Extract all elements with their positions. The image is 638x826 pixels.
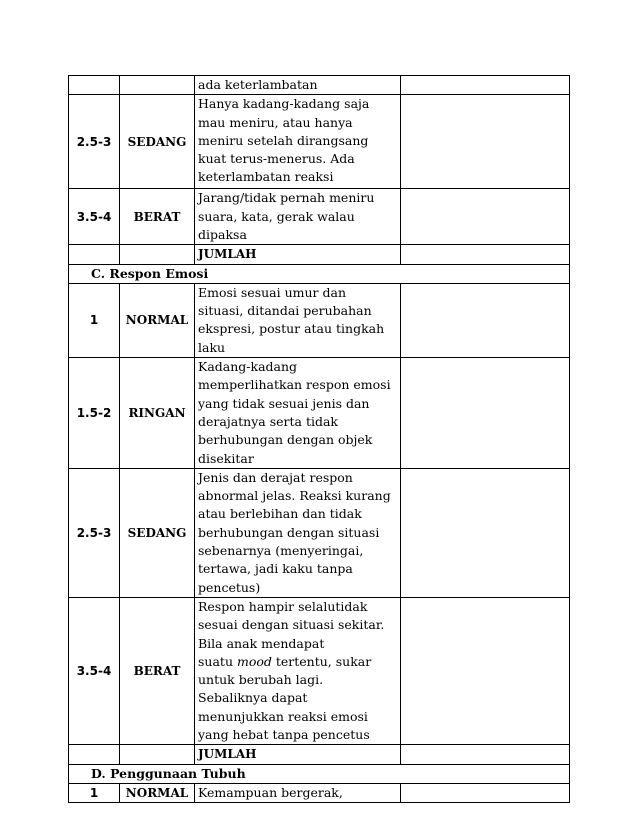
score-cell: 2.5-3 [69,468,120,597]
table-row [69,76,570,95]
notes-cell [401,95,570,189]
notes-cell [401,468,570,597]
notes-cell [401,189,570,245]
category-cell: NORMAL [120,783,195,802]
category-cell: BERAT [120,189,195,245]
score-cell [69,76,120,95]
category-cell [120,76,195,95]
description-cell: ada keterlambatan [195,76,401,95]
category-cell: NORMAL [120,283,195,357]
score-cell: 3.5-4 [69,597,120,744]
total-label: JUMLAH [195,245,401,264]
description-cell: Hanya kadang-kadang saja mau meniru, atau hanya meniru setelah dirangsang kuat terus-menerus. Ada keterlambatan reaksi [195,95,401,189]
description-cell: Kadang-kadang memperlihatkan respon emosi yang tidak sesuai jenis dan derajatnya serta tidak berhubungan dengan objek disekitar [195,358,401,469]
section-heading-row [69,264,570,283]
table-row [69,189,570,245]
table-row-total [69,745,570,764]
category-cell: BERAT [120,597,195,744]
category-cell: RINGAN [120,358,195,469]
notes-cell [401,783,570,802]
description-cell: Emosi sesuai umur dan situasi, ditandai perubahan ekspresi, postur atau tingkah laku [195,283,401,357]
table-row-total [69,245,570,264]
notes-cell [401,358,570,469]
description-cell: Jarang/tidak pernah meniru suara, kata, gerak walau dipaksa [195,189,401,245]
table-row [69,783,570,802]
table-row [69,597,570,744]
table-row [69,283,570,357]
assessment-table [68,75,570,803]
table-row [69,95,570,189]
section-heading-c: C. Respon Emosi [69,264,570,283]
description-cell: Kemampuan bergerak, [195,783,401,802]
table-row [69,468,570,597]
category-cell: SEDANG [120,468,195,597]
category-cell: SEDANG [120,95,195,189]
description-cell: Jenis dan derajat respon abnormal jelas. Reaksi kurang atau berlebihan dan tidak berhubungan dengan situasi sebenarnya (menyeringai, tertawa, jadi kaku tanpa pencetus) [195,468,401,597]
score-cell: 1.5-2 [69,358,120,469]
score-cell: 2.5-3 [69,95,120,189]
total-label: JUMLAH [195,745,401,764]
notes-cell [401,597,570,744]
notes-cell [401,283,570,357]
description-cell: Respon hampir selalutidak sesuai dengan situasi sekitar. Bila anak mendapat suatu mood tertentu, sukar untuk berubah lagi. Sebaliknya dapat menunjukkan reaksi emosi yang hebat tanpa pencetus [195,597,401,744]
score-cell: 1 [69,783,120,802]
score-cell: 3.5-4 [69,189,120,245]
section-heading-row [69,764,570,783]
section-heading-d: D. Penggunaan Tubuh [69,764,570,783]
table-row [69,358,570,469]
score-cell: 1 [69,283,120,357]
italic-term: mood [236,653,272,669]
notes-cell [401,76,570,95]
